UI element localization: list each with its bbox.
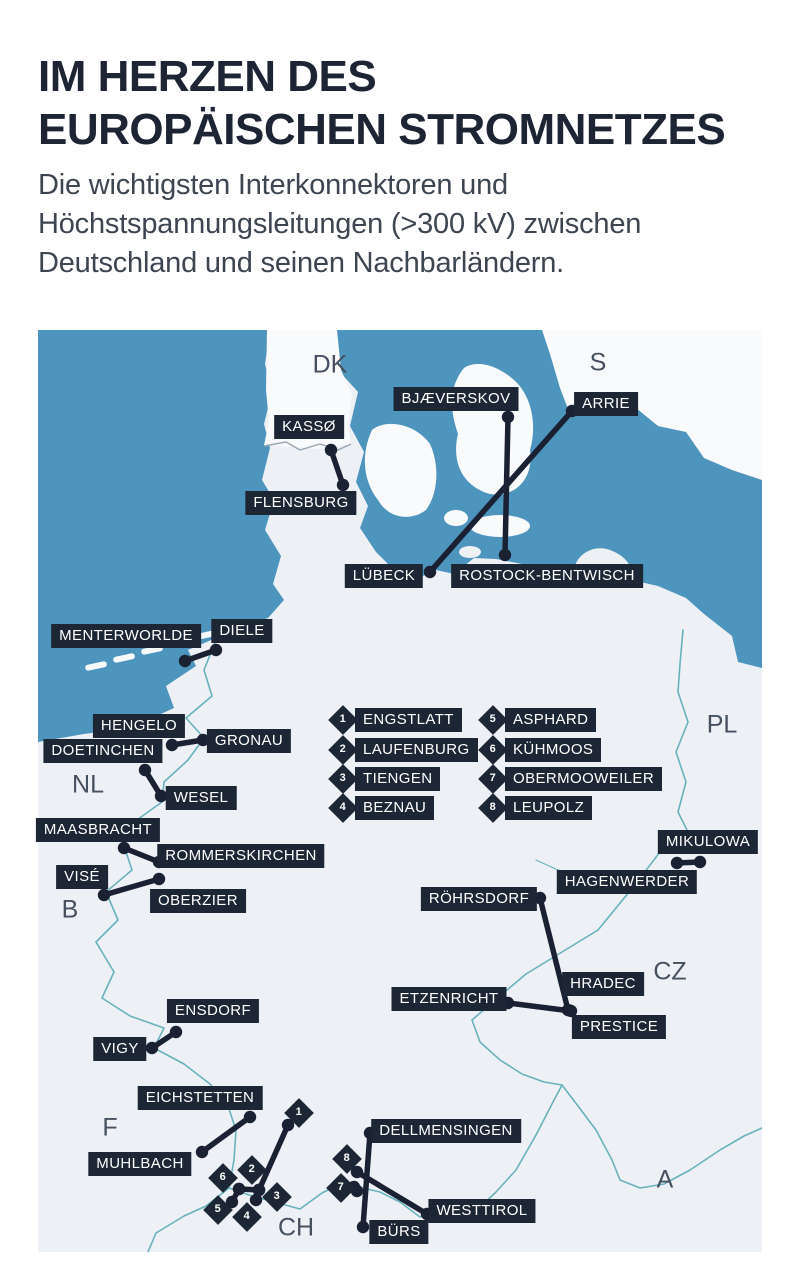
diamond-marker-1 bbox=[284, 1098, 314, 1128]
country-label-ch: CH bbox=[277, 1213, 315, 1242]
marker-number: 2 bbox=[339, 743, 347, 756]
station-label-doetinchen: DOETINCHEN bbox=[43, 739, 162, 763]
legend-label-asphard: ASPHARD bbox=[505, 708, 596, 732]
country-label-a: A bbox=[656, 1165, 674, 1194]
station-label-l-beck: LÜBECK bbox=[345, 564, 423, 588]
station-label-hradec: HRADEC bbox=[562, 972, 644, 996]
station-label-ensdorf: ENSDORF bbox=[167, 999, 259, 1023]
diamond-marker-4 bbox=[232, 1202, 262, 1232]
country-label-b: B bbox=[61, 895, 79, 924]
diamond-marker-8 bbox=[332, 1144, 362, 1174]
station-label-maasbracht: MAASBRACHT bbox=[36, 818, 160, 842]
title-line-2: EUROPÄISCHEN STROMNETZES bbox=[38, 105, 726, 154]
marker-number: 1 bbox=[339, 713, 347, 726]
marker-number: 8 bbox=[343, 1152, 351, 1165]
country-label-pl: PL bbox=[706, 710, 738, 739]
diamond-marker-6 bbox=[208, 1163, 238, 1193]
page-subtitle: Die wichtigsten Interkonnektoren und Höchstspannungsleitungen (>300 kV) zwischen Deutschland und seinen Nachbarländern. bbox=[38, 169, 642, 279]
station-label-vis: VISÉ bbox=[56, 865, 108, 889]
marker-number: 1 bbox=[295, 1106, 303, 1119]
station-label-menterworlde: MENTERWORLDE bbox=[51, 624, 201, 648]
europe-power-grid-map bbox=[38, 330, 762, 1252]
station-label-muhlbach: MUHLBACH bbox=[88, 1152, 191, 1176]
station-label-mikulowa: MIKULOWA bbox=[658, 830, 758, 854]
page-title bbox=[38, 50, 725, 156]
marker-number: 3 bbox=[273, 1190, 281, 1203]
marker-number: 3 bbox=[339, 772, 347, 785]
station-label-prestice: PRESTICE bbox=[572, 1015, 666, 1039]
diamond-marker-legend-3 bbox=[328, 764, 358, 794]
country-label-nl: NL bbox=[72, 770, 104, 799]
station-label-rostock-bentwisch: ROSTOCK-BENTWISCH bbox=[451, 564, 643, 588]
station-label-dellmensingen: DELLMENSINGEN bbox=[371, 1119, 521, 1143]
station-label-hengelo: HENGELO bbox=[93, 714, 185, 738]
legend-label-tiengen: TIENGEN bbox=[355, 767, 440, 791]
legend-label-engstlatt: ENGSTLATT bbox=[355, 708, 462, 732]
diamond-marker-legend-6 bbox=[478, 735, 508, 765]
diamond-marker-7 bbox=[326, 1173, 356, 1203]
diamond-marker-legend-8 bbox=[478, 793, 508, 823]
diamond-marker-3 bbox=[262, 1182, 292, 1212]
marker-number: 8 bbox=[489, 801, 497, 814]
station-label-arrie: ARRIE bbox=[574, 392, 638, 416]
station-label-r-hrsdorf: RÖHRSDORF bbox=[421, 887, 537, 911]
marker-number: 6 bbox=[219, 1171, 227, 1184]
diamond-marker-2 bbox=[237, 1155, 267, 1185]
marker-number: 4 bbox=[339, 801, 347, 814]
station-label-rommerskirchen: ROMMERSKIRCHEN bbox=[157, 844, 324, 868]
station-label-hagenwerder: HAGENWERDER bbox=[557, 870, 697, 894]
marker-number: 7 bbox=[337, 1181, 345, 1194]
country-label-cz: CZ bbox=[653, 957, 687, 986]
station-label-diele: DIELE bbox=[211, 619, 272, 643]
station-label-westtirol: WESTTIROL bbox=[428, 1199, 535, 1223]
station-label-flensburg: FLENSBURG bbox=[245, 491, 356, 515]
marker-number: 5 bbox=[489, 713, 497, 726]
diamond-marker-legend-1 bbox=[328, 705, 358, 735]
station-label-eichstetten: EICHSTETTEN bbox=[138, 1086, 263, 1110]
marker-number: 7 bbox=[489, 772, 497, 785]
country-label-f: F bbox=[102, 1113, 118, 1142]
diamond-marker-legend-5 bbox=[478, 705, 508, 735]
station-label-etzenricht: ETZENRICHT bbox=[392, 987, 507, 1011]
station-label-gronau: GRONAU bbox=[207, 729, 291, 753]
station-label-b-rs: BÜRS bbox=[369, 1220, 428, 1244]
diamond-marker-legend-7 bbox=[478, 764, 508, 794]
station-label-kass: KASSØ bbox=[274, 415, 344, 439]
legend-label-obermooweiler: OBERMOOWEILER bbox=[505, 767, 662, 791]
country-label-s: S bbox=[589, 348, 607, 377]
legend-label-laufenburg: LAUFENBURG bbox=[355, 738, 478, 762]
legend-label-leupolz: LEUPOLZ bbox=[505, 796, 592, 820]
station-label-wesel: WESEL bbox=[166, 786, 237, 810]
title-line-1: IM HERZEN DES bbox=[38, 52, 377, 101]
marker-number: 6 bbox=[489, 743, 497, 756]
legend-label-beznau: BEZNAU bbox=[355, 796, 434, 820]
diamond-marker-5 bbox=[203, 1195, 233, 1225]
diamond-marker-legend-4 bbox=[328, 793, 358, 823]
legend-label-k-hmoos: KÜHMOOS bbox=[505, 738, 601, 762]
map-labels-layer bbox=[38, 330, 762, 1252]
marker-number: 2 bbox=[248, 1163, 256, 1176]
marker-number: 5 bbox=[214, 1203, 222, 1216]
station-label-vigy: VIGY bbox=[93, 1037, 146, 1061]
station-label-oberzier: OBERZIER bbox=[150, 889, 246, 913]
diamond-marker-legend-2 bbox=[328, 735, 358, 765]
marker-number: 4 bbox=[243, 1210, 251, 1223]
country-label-dk: DK bbox=[312, 350, 348, 379]
station-label-bj-verskov: BJÆVERSKOV bbox=[393, 387, 518, 411]
